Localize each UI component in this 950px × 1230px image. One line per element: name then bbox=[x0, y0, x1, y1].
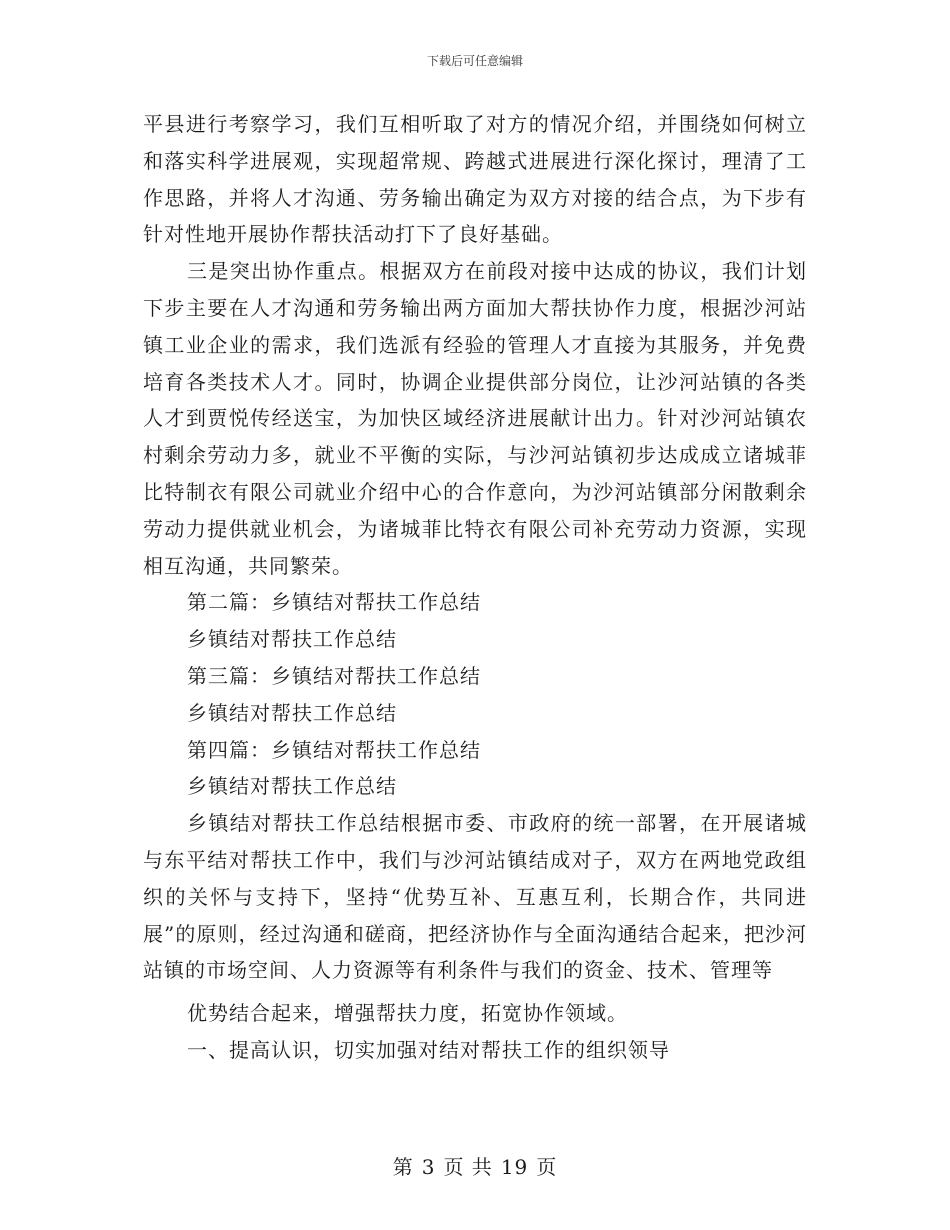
section-subtitle-3: 乡镇结对帮扶工作总结 bbox=[187, 700, 397, 725]
document-body bbox=[143, 106, 807, 1069]
section-heading-4: 第四篇：乡镇结对帮扶工作总结 bbox=[187, 737, 481, 762]
footer-prefix: 第 bbox=[392, 1155, 414, 1179]
paragraph-intro: 乡镇结对帮扶工作总结根据市委、市政府的统一部署，在开展诸城与东平结对帮扶工作中，我们与沙河站镇结成对子，双方在两地党政组织的关怀与支持下，坚持“优势互补、互惠互利，长期合作，共同进展”的原则，经过沟通和磋商，把经济协作与全面沟通结合起来，把沙河站镇的市场空间、人力资源等有利条件与我们的资金、技术、管理等 bbox=[143, 811, 807, 983]
section-point-1: 一、提高认识，切实加强对结对帮扶工作的组织领导 bbox=[187, 1037, 670, 1062]
page-number: 3 bbox=[421, 1155, 436, 1179]
section-heading-3: 第三篇：乡镇结对帮扶工作总结 bbox=[187, 663, 481, 688]
paragraph-focus: 三是突出协作重点。根据双方在前段对接中达成的协议，我们计划下步主要在人才沟通和劳务输出两方面加大帮扶协作力度，根据沙河站镇工业企业的需求，我们选派有经验的管理人才直接为其服务，并免费培育各类技术人才。同时，协调企业提供部分岗位，让沙河站镇的各类人才到贾悦传经送宝，为加快区域经济进展献计出力。针对沙河站镇农村剩余劳动力多，就业不平衡的实际，与沙河站镇初步达成成立诸城菲比特制衣有限公司就业介绍中心的合作意向，为沙河站镇部分闲散剩余劳动力提供就业机会，为诸城菲比特衣有限公司补充劳动力资源，实现相互沟通，共同繁荣。 bbox=[143, 259, 807, 578]
section-heading-2: 第二篇：乡镇结对帮扶工作总结 bbox=[187, 590, 481, 615]
page-total: 19 bbox=[500, 1155, 529, 1179]
section-subtitle-4: 乡镇结对帮扶工作总结 bbox=[187, 774, 397, 799]
footer-suffix: 页 bbox=[536, 1155, 558, 1179]
paragraph-advantage: 优势结合起来，增强帮扶力度，拓宽协作领域。 bbox=[187, 1001, 628, 1026]
section-subtitle-2: 乡镇结对帮扶工作总结 bbox=[187, 627, 397, 652]
paragraph-continuation: 平县进行考察学习，我们互相听取了对方的情况介绍，并围绕如何树立和落实科学进展观，实现超常规、跨越式进展进行深化探讨，理清了工作思路，并将人才沟通、劳务输出确定为双方对接的结合点，为下步有针对性地开展协作帮扶活动打下了良好基础。 bbox=[143, 112, 807, 247]
page-footer bbox=[0, 1151, 950, 1180]
footer-middle: 页 共 bbox=[443, 1155, 493, 1179]
header-note: 下载后可任意编辑 bbox=[426, 54, 523, 68]
